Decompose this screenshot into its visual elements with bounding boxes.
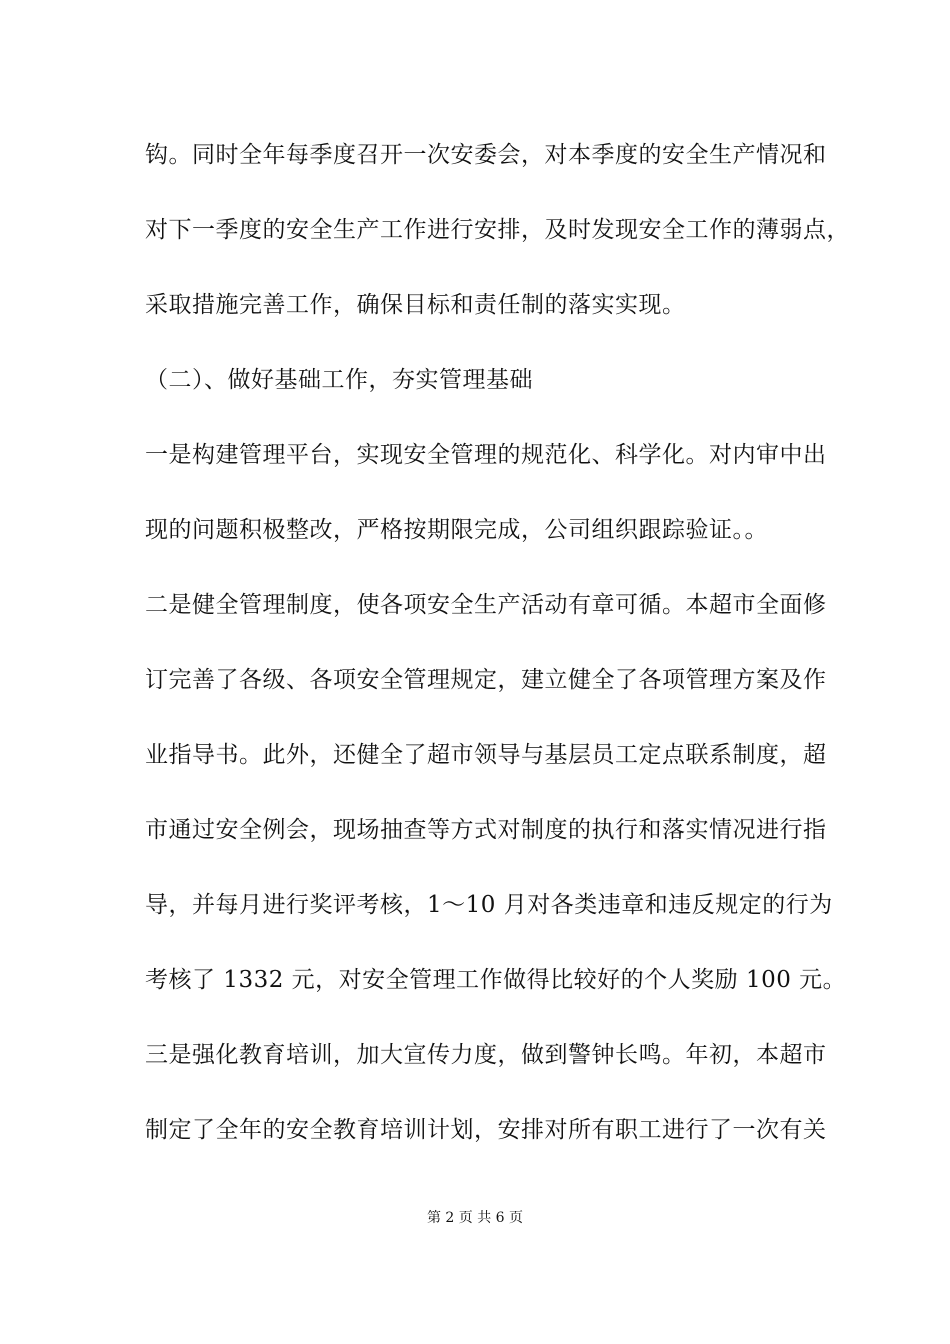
text-line: 考核了 1332 元，对安全管理工作做得比较好的个人奖励 100 元。 <box>145 967 847 993</box>
section-heading: （二）、做好基础工作，夯实管理基础 <box>145 367 533 393</box>
text-line: 现的问题积极整改，严格按期限完成，公司组织跟踪验证。。 <box>145 517 768 543</box>
text-line: 制定了全年的安全教育培训计划，安排对所有职工进行了一次有关 <box>145 1117 827 1143</box>
text-line: 钩。同时全年每季度召开一次安委会，对本季度的安全生产情况和 <box>145 142 827 168</box>
text-line: 二是健全管理制度，使各项安全生产活动有章可循。本超市全面修 <box>145 592 827 618</box>
text-line: 三是强化教育培训，加大宣传力度，做到警钟长鸣。年初，本超市 <box>145 1042 827 1068</box>
text-line: 采取措施完善工作，确保目标和责任制的落实实现。 <box>145 292 686 318</box>
text-line: 导，并每月进行奖评考核，1～10 月对各类违章和违反规定的行为 <box>145 892 833 918</box>
text-line: 市通过安全例会，现场抽查等方式对制度的执行和落实情况进行指 <box>145 817 827 843</box>
text-line: 一是构建管理平台，实现安全管理的规范化、科学化。对内审中出 <box>145 442 827 468</box>
text-line: 订完善了各级、各项安全管理规定，建立健全了各项管理方案及作 <box>145 667 827 693</box>
page-number: 第 2 页 共 6 页 <box>426 1210 524 1226</box>
text-line: 对下一季度的安全生产工作进行安排，及时发现安全工作的薄弱点， <box>145 217 850 243</box>
text-line: 业指导书。此外，还健全了超市领导与基层员工定点联系制度，超 <box>145 742 827 768</box>
